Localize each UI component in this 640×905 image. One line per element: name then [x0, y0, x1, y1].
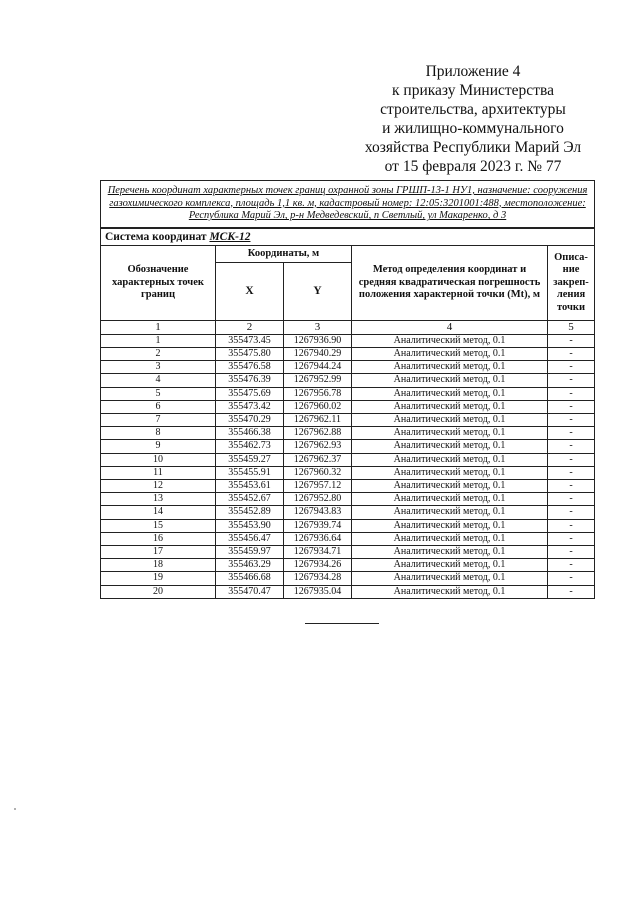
- table-row: [101, 453, 595, 466]
- description-cell: -: [548, 427, 595, 440]
- description-cell: -: [548, 480, 595, 493]
- y-coordinate-cell: 1267960.02: [284, 400, 352, 413]
- x-coordinate-cell: 355459.97: [216, 546, 284, 559]
- appendix-line: Приложение 4: [425, 63, 521, 80]
- table-row: [101, 480, 595, 493]
- y-coordinate-cell: 1267935.04: [284, 585, 352, 598]
- y-coordinate-cell: 1267962.37: [284, 453, 352, 466]
- header-description: Описа-ние закреп-ления точки: [548, 245, 595, 320]
- y-coordinate-cell: 1267952.99: [284, 374, 352, 387]
- point-number-cell: 6: [101, 400, 216, 413]
- table-row: [101, 466, 595, 479]
- y-coordinate-cell: 1267952.80: [284, 493, 352, 506]
- point-number-cell: 7: [101, 414, 216, 427]
- point-number-cell: 14: [101, 506, 216, 519]
- appendix-header: [358, 62, 588, 176]
- table-row: [101, 572, 595, 585]
- description-cell: -: [548, 585, 595, 598]
- column-number: 4: [352, 320, 548, 334]
- table-row: [101, 387, 595, 400]
- header-coords: Координаты, м: [216, 245, 352, 262]
- coordinates-table: [100, 180, 595, 599]
- method-cell: Аналитический метод, 0.1: [352, 347, 548, 360]
- method-cell: Аналитический метод, 0.1: [352, 440, 548, 453]
- point-number-cell: 12: [101, 480, 216, 493]
- table-row: [101, 400, 595, 413]
- table-caption-row: [101, 181, 595, 228]
- y-coordinate-cell: 1267957.12: [284, 480, 352, 493]
- method-cell: Аналитический метод, 0.1: [352, 572, 548, 585]
- description-cell: -: [548, 506, 595, 519]
- method-cell: Аналитический метод, 0.1: [352, 466, 548, 479]
- point-number-cell: 1: [101, 334, 216, 347]
- header-x: X: [216, 263, 284, 321]
- x-coordinate-cell: 355473.45: [216, 334, 284, 347]
- method-cell: Аналитический метод, 0.1: [352, 532, 548, 545]
- y-coordinate-cell: 1267944.24: [284, 361, 352, 374]
- table-row: [101, 585, 595, 598]
- method-cell: Аналитический метод, 0.1: [352, 546, 548, 559]
- table-row: [101, 506, 595, 519]
- y-coordinate-cell: 1267936.90: [284, 334, 352, 347]
- method-cell: Аналитический метод, 0.1: [352, 414, 548, 427]
- description-cell: -: [548, 519, 595, 532]
- header-y: Y: [284, 263, 352, 321]
- x-coordinate-cell: 355466.68: [216, 572, 284, 585]
- point-number-cell: 11: [101, 466, 216, 479]
- table-row: [101, 532, 595, 545]
- description-cell: -: [548, 334, 595, 347]
- x-coordinate-cell: 355475.80: [216, 347, 284, 360]
- x-coordinate-cell: 355475.69: [216, 387, 284, 400]
- x-coordinate-cell: 355455.91: [216, 466, 284, 479]
- x-coordinate-cell: 355473.42: [216, 400, 284, 413]
- point-number-cell: 15: [101, 519, 216, 532]
- point-number-cell: 16: [101, 532, 216, 545]
- y-coordinate-cell: 1267960.32: [284, 466, 352, 479]
- method-cell: Аналитический метод, 0.1: [352, 506, 548, 519]
- x-coordinate-cell: 355462.73: [216, 440, 284, 453]
- method-cell: Аналитический метод, 0.1: [352, 453, 548, 466]
- column-number: 5: [548, 320, 595, 334]
- y-coordinate-cell: 1267943.83: [284, 506, 352, 519]
- x-coordinate-cell: 355463.29: [216, 559, 284, 572]
- appendix-line: к приказу Министерства: [392, 82, 554, 99]
- table-row: [101, 546, 595, 559]
- method-cell: Аналитический метод, 0.1: [352, 493, 548, 506]
- y-coordinate-cell: 1267962.11: [284, 414, 352, 427]
- point-number-cell: 2: [101, 347, 216, 360]
- x-coordinate-cell: 355453.61: [216, 480, 284, 493]
- point-number-cell: 8: [101, 427, 216, 440]
- description-cell: -: [548, 559, 595, 572]
- x-coordinate-cell: 355470.47: [216, 585, 284, 598]
- description-cell: -: [548, 532, 595, 545]
- table-row: [101, 427, 595, 440]
- table-row: [101, 414, 595, 427]
- y-coordinate-cell: 1267940.29: [284, 347, 352, 360]
- table-row: [101, 334, 595, 347]
- table-row: [101, 361, 595, 374]
- description-cell: -: [548, 361, 595, 374]
- x-coordinate-cell: 355452.67: [216, 493, 284, 506]
- x-coordinate-cell: 355459.27: [216, 453, 284, 466]
- description-cell: -: [548, 400, 595, 413]
- point-number-cell: 3: [101, 361, 216, 374]
- method-cell: Аналитический метод, 0.1: [352, 387, 548, 400]
- description-cell: -: [548, 387, 595, 400]
- x-coordinate-cell: 355452.89: [216, 506, 284, 519]
- appendix-line: и жилищно-коммунального: [382, 120, 564, 137]
- method-cell: Аналитический метод, 0.1: [352, 361, 548, 374]
- description-cell: -: [548, 493, 595, 506]
- point-number-cell: 10: [101, 453, 216, 466]
- table-row: [101, 493, 595, 506]
- method-cell: Аналитический метод, 0.1: [352, 585, 548, 598]
- description-cell: -: [548, 347, 595, 360]
- column-numbers-row: [101, 320, 595, 334]
- description-cell: -: [548, 374, 595, 387]
- x-coordinate-cell: 355466.38: [216, 427, 284, 440]
- y-coordinate-cell: 1267934.28: [284, 572, 352, 585]
- header-row-1: [101, 245, 595, 262]
- y-coordinate-cell: 1267934.26: [284, 559, 352, 572]
- method-cell: Аналитический метод, 0.1: [352, 334, 548, 347]
- point-number-cell: 18: [101, 559, 216, 572]
- table-caption: Перечень координат характерных точек границ охранной зоны ГРШП-13-1 НУ1, назначение: сооружения газохимического комплекса, площадь 1,1 кв. м, кадастровый номер: 12:05:3201001:488, местоположение: Республика Марий Эл, р-н Медведевский, п Светлый, ул Макаренко, д 3: [101, 181, 595, 228]
- column-number: 1: [101, 320, 216, 334]
- point-number-cell: 19: [101, 572, 216, 585]
- description-cell: -: [548, 546, 595, 559]
- table-row: [101, 440, 595, 453]
- method-cell: Аналитический метод, 0.1: [352, 519, 548, 532]
- column-number: 3: [284, 320, 352, 334]
- description-cell: -: [548, 453, 595, 466]
- x-coordinate-cell: 355470.29: [216, 414, 284, 427]
- appendix-line: хозяйства Республики Марий Эл: [364, 139, 582, 156]
- y-coordinate-cell: 1267934.71: [284, 546, 352, 559]
- point-number-cell: 17: [101, 546, 216, 559]
- x-coordinate-cell: 355476.58: [216, 361, 284, 374]
- table-row: [101, 374, 595, 387]
- method-cell: Аналитический метод, 0.1: [352, 559, 548, 572]
- header-method: Метод определения координат и средняя квадратическая погрешность положения характерной точки (Mt), м: [352, 245, 548, 320]
- y-coordinate-cell: 1267956.78: [284, 387, 352, 400]
- x-coordinate-cell: 355453.90: [216, 519, 284, 532]
- description-cell: -: [548, 440, 595, 453]
- coordinate-system-row: [101, 228, 595, 246]
- method-cell: Аналитический метод, 0.1: [352, 400, 548, 413]
- point-number-cell: 4: [101, 374, 216, 387]
- y-coordinate-cell: 1267962.88: [284, 427, 352, 440]
- method-cell: Аналитический метод, 0.1: [352, 374, 548, 387]
- column-number: 2: [216, 320, 284, 334]
- coordinate-system: [101, 228, 595, 246]
- scan-speck: [14, 808, 16, 810]
- y-coordinate-cell: 1267962.93: [284, 440, 352, 453]
- coordinate-system-name: МСК-12: [209, 230, 251, 243]
- point-number-cell: 13: [101, 493, 216, 506]
- table-row: [101, 559, 595, 572]
- x-coordinate-cell: 355456.47: [216, 532, 284, 545]
- appendix-line: строительства, архитектуры: [380, 101, 566, 118]
- table-row: [101, 347, 595, 360]
- description-cell: -: [548, 414, 595, 427]
- table-row: [101, 519, 595, 532]
- appendix-line: от 15 февраля 2023 г. № 77: [384, 158, 562, 175]
- signature-line: [305, 623, 379, 624]
- method-cell: Аналитический метод, 0.1: [352, 480, 548, 493]
- point-number-cell: 20: [101, 585, 216, 598]
- coordinate-system-label: Система координат: [105, 230, 207, 243]
- header-point: Обозначение характерных точек границ: [101, 245, 216, 320]
- point-number-cell: 5: [101, 387, 216, 400]
- description-cell: -: [548, 466, 595, 479]
- y-coordinate-cell: 1267936.64: [284, 532, 352, 545]
- method-cell: Аналитический метод, 0.1: [352, 427, 548, 440]
- x-coordinate-cell: 355476.39: [216, 374, 284, 387]
- point-number-cell: 9: [101, 440, 216, 453]
- description-cell: -: [548, 572, 595, 585]
- y-coordinate-cell: 1267939.74: [284, 519, 352, 532]
